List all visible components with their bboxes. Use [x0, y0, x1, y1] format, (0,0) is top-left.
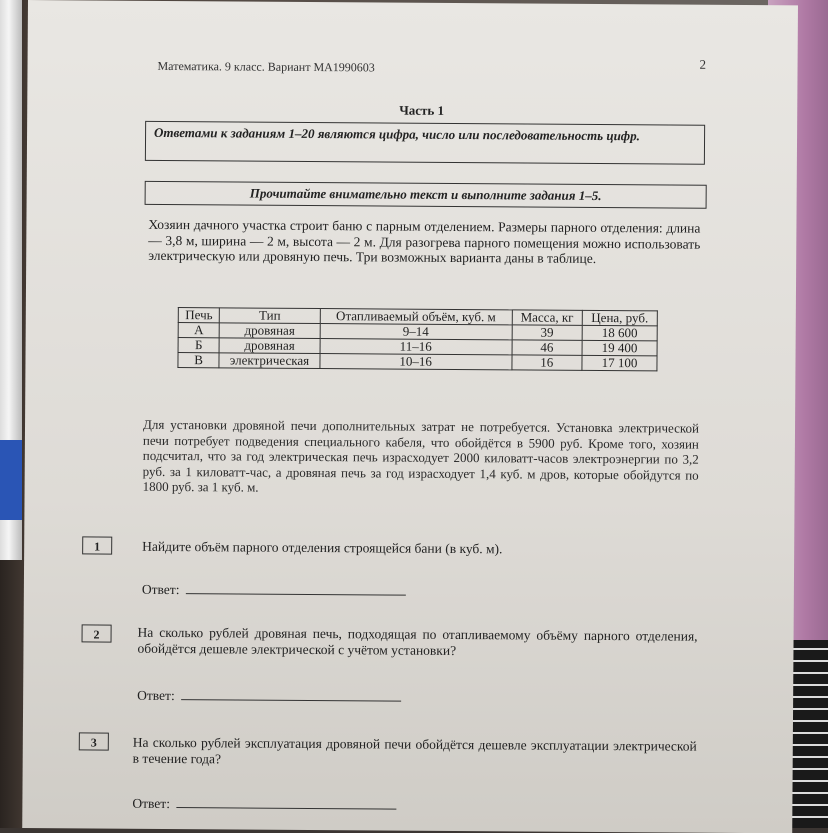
table-cell: 9–14: [320, 324, 512, 340]
answer-2: [137, 687, 401, 706]
table-row: [178, 353, 657, 371]
table-cell: Б: [178, 338, 219, 353]
answer-label: Ответ:: [132, 795, 171, 812]
table-cell: электрическая: [219, 353, 320, 369]
table-header-cell: Тип: [220, 308, 321, 324]
spiral-notebook: [788, 640, 828, 828]
table-cell: 10–16: [320, 354, 512, 370]
table-cell: 16: [511, 355, 582, 370]
answer-1: [142, 581, 406, 600]
exam-page: [22, 0, 798, 833]
part-title: Часть 1: [399, 102, 445, 118]
answer-3: [132, 795, 396, 814]
table-cell: 18 600: [582, 325, 657, 341]
question-1-text: Найдите объём парного отделения строящейся бани (в куб. м).: [142, 538, 503, 557]
intro-text: Хозяин дачного участка строит баню с парным отделением. Размеры парного отделения: длина — 3,8 м, ширина — 2 м, высота — 2 м. Для разогрева парного помещения можно использовать электрическую или дровяную печь. Три возможных варианта даны в таблице.: [148, 216, 701, 266]
table-cell: 19 400: [582, 340, 657, 356]
page-number: 2: [699, 56, 707, 72]
answer-label: Ответ:: [141, 581, 180, 598]
table-cell: 39: [512, 325, 583, 340]
question-number-1: 1: [82, 536, 112, 554]
answer-format-note: Ответами к заданиям 1–20 являются цифра, число или последовательность цифр.: [145, 121, 705, 165]
conditions-text: Для установки дровяной печи дополнительных затрат не потребуется. Установка электрической печи потребует подведения специального кабеля, что обойдётся в 5900 руб. Кроме того, хозяин подсчитал, что за год электрическая печь израсходует 2000 киловатт-часов электроэнергии по 3,2 руб. за 1 киловатт-час, а дровяная печь за год израсходует 1,4 куб. м дров, которые обойдутся по 1800 руб. за 1 куб. м.: [142, 416, 700, 495]
table-header-cell: Цена, руб.: [582, 310, 657, 326]
answer-1-field[interactable]: [185, 581, 405, 596]
question-3-text: На сколько рублей эксплуатация дровяной печи обойдётся дешевле эксплуатации электрической в течение года?: [132, 734, 697, 767]
table-header-cell: Масса, кг: [512, 310, 583, 325]
answer-3-field[interactable]: [176, 795, 396, 810]
table-cell: В: [178, 353, 219, 368]
table-cell: 17 100: [582, 355, 657, 371]
table-cell: дровяная: [219, 323, 320, 339]
table-cell: дровяная: [219, 338, 320, 354]
table-header-cell: Отапливаемый объём, куб. м: [320, 309, 512, 325]
question-2-text: На сколько рублей дровяная печь, подходящая по отапливаемому объёму парного отделения, обойдётся дешевле электрической с учётом установки?: [137, 624, 698, 659]
table-header-cell: Печь: [178, 308, 219, 323]
read-instruction: Прочитайте внимательно текст и выполните задания 1–5.: [145, 181, 707, 209]
answer-label: Ответ:: [137, 687, 175, 704]
table-cell: 46: [512, 340, 583, 355]
table-cell: А: [178, 323, 219, 338]
pen-cap: [0, 440, 22, 520]
question-number-2: 2: [82, 624, 112, 642]
stove-table: [177, 307, 657, 371]
answer-2-field[interactable]: [181, 687, 401, 702]
table-cell: 11–16: [320, 339, 512, 355]
page-header: Математика. 9 класс. Вариант МА1990603: [157, 58, 375, 75]
question-number-3: 3: [79, 732, 109, 750]
